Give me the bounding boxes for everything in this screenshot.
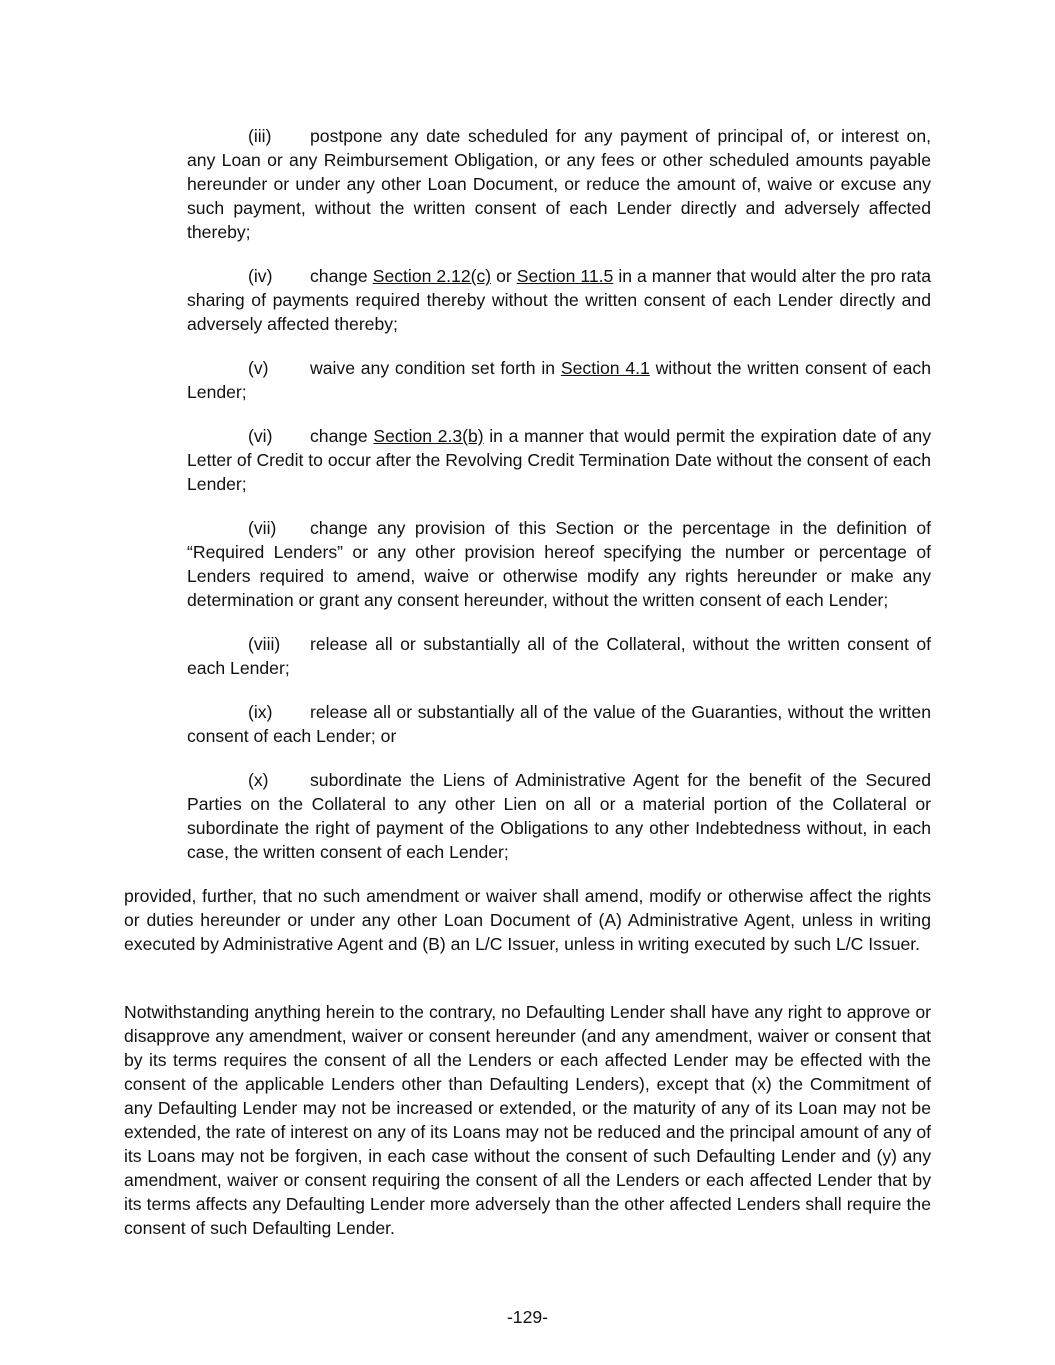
clause-text-post: in a manner that would alter the pro rata sharing of payments required thereby without the written consent of each Lender directly and adversely affected thereby;	[187, 266, 932, 334]
clause-text-mid: or	[491, 266, 517, 286]
clause-viii	[187, 632, 931, 680]
clause-text: subordinate the Liens of Administrative Agent for the benefit of the Secured Parties on the Collateral to any other Lien on all or a material portion of the Collateral or subordinate the right of payment of the Obligations to any other Indebtedness without, in each case, the written consent of each Lender;	[187, 770, 931, 862]
clause-number: (x)	[248, 770, 269, 790]
clause-text-post: in a manner that would permit the expiration date of any Letter of Credit to occur after the Revolving Credit Termination Date without the consent of each Lender;	[187, 426, 931, 494]
clause-number: (ix)	[248, 702, 273, 722]
clause-text: release all or substantially all of the value of the Guaranties, without the written consent of each Lender; or	[187, 702, 931, 746]
clause-text: postpone any date scheduled for any payment of principal of, or interest on, any Loan or any Reimbursement Obligation, or any fees or other scheduled amounts payable hereunder or under any other Loan Document, or reduce the amount of, waive or excuse any such payment, without the written consent of each Lender directly and adversely affected thereby;	[187, 126, 931, 242]
clause-iii	[187, 124, 931, 244]
clause-text: change any provision of this Section or the percentage in the definition of “Required Lenders” or any other provision hereof specifying the number or percentage of Lenders required to amend, waive or otherwise modify any rights hereunder or make any determination or grant any consent hereunder, without the written consent of each Lender;	[187, 518, 931, 610]
clause-iv	[187, 264, 931, 336]
clause-text-post: without the written consent of each Lender;	[187, 358, 932, 402]
clause-ix	[187, 700, 931, 748]
clause-number: (iv)	[248, 266, 273, 286]
clause-text: release all or substantially all of the Collateral, without the written consent of each Lender;	[187, 634, 931, 678]
section-reference-link: Section 11.5	[516, 266, 614, 286]
clause-v	[187, 356, 931, 404]
clause-number: (vi)	[248, 426, 273, 446]
clause-x	[187, 768, 931, 864]
clause-text-pre: waive any condition set forth in	[310, 358, 561, 378]
clause-number: (v)	[248, 358, 269, 378]
clause-vi	[187, 424, 931, 496]
page-number: -129-	[506, 1307, 549, 1327]
clause-number: (iii)	[248, 126, 272, 146]
defaulting-lender-paragraph: Notwithstanding anything herein to the contrary, no Defaulting Lender shall have any right to approve or disapprove any amendment, waiver or consent hereunder (and any amendment, waiver or consent that by its terms requires the consent of all the Lenders or each affected Lender may be effected with the consent of the applicable Lenders other than Defaulting Lenders), except that (x) the Commitment of any Defaulting Lender may not be increased or extended, or the maturity of any of its Loan may not be extended, the rate of interest on any of its Loans may not be reduced and the principal amount of any of its Loans may not be forgiven, in each case without the consent of such Defaulting Lender and (y) any amendment, waiver or consent requiring the consent of all the Lenders or each affected Lender that by its terms affects any Defaulting Lender more adversely than the other affected Lenders shall require the consent of such Defaulting Lender.	[124, 1002, 931, 1238]
clause-number: (viii)	[248, 634, 281, 654]
section-reference-link: Section 2.3(b)	[373, 426, 484, 446]
clause-text-pre: change	[310, 426, 374, 446]
section-reference-link: Section 2.12(c)	[372, 266, 492, 286]
clause-text-pre: change	[310, 266, 373, 286]
clause-vii	[187, 516, 931, 612]
proviso-paragraph: provided, further, that no such amendment or waiver shall amend, modify or otherwise affect the rights or duties hereunder or under any other Loan Document of (A) Administrative Agent, unless in writing executed by Administrative Agent and (B) an L/C Issuer, unless in writing executed by such L/C Issuer.	[124, 886, 931, 954]
section-reference-link: Section 4.1	[560, 358, 650, 378]
clause-number: (vii)	[248, 518, 277, 538]
